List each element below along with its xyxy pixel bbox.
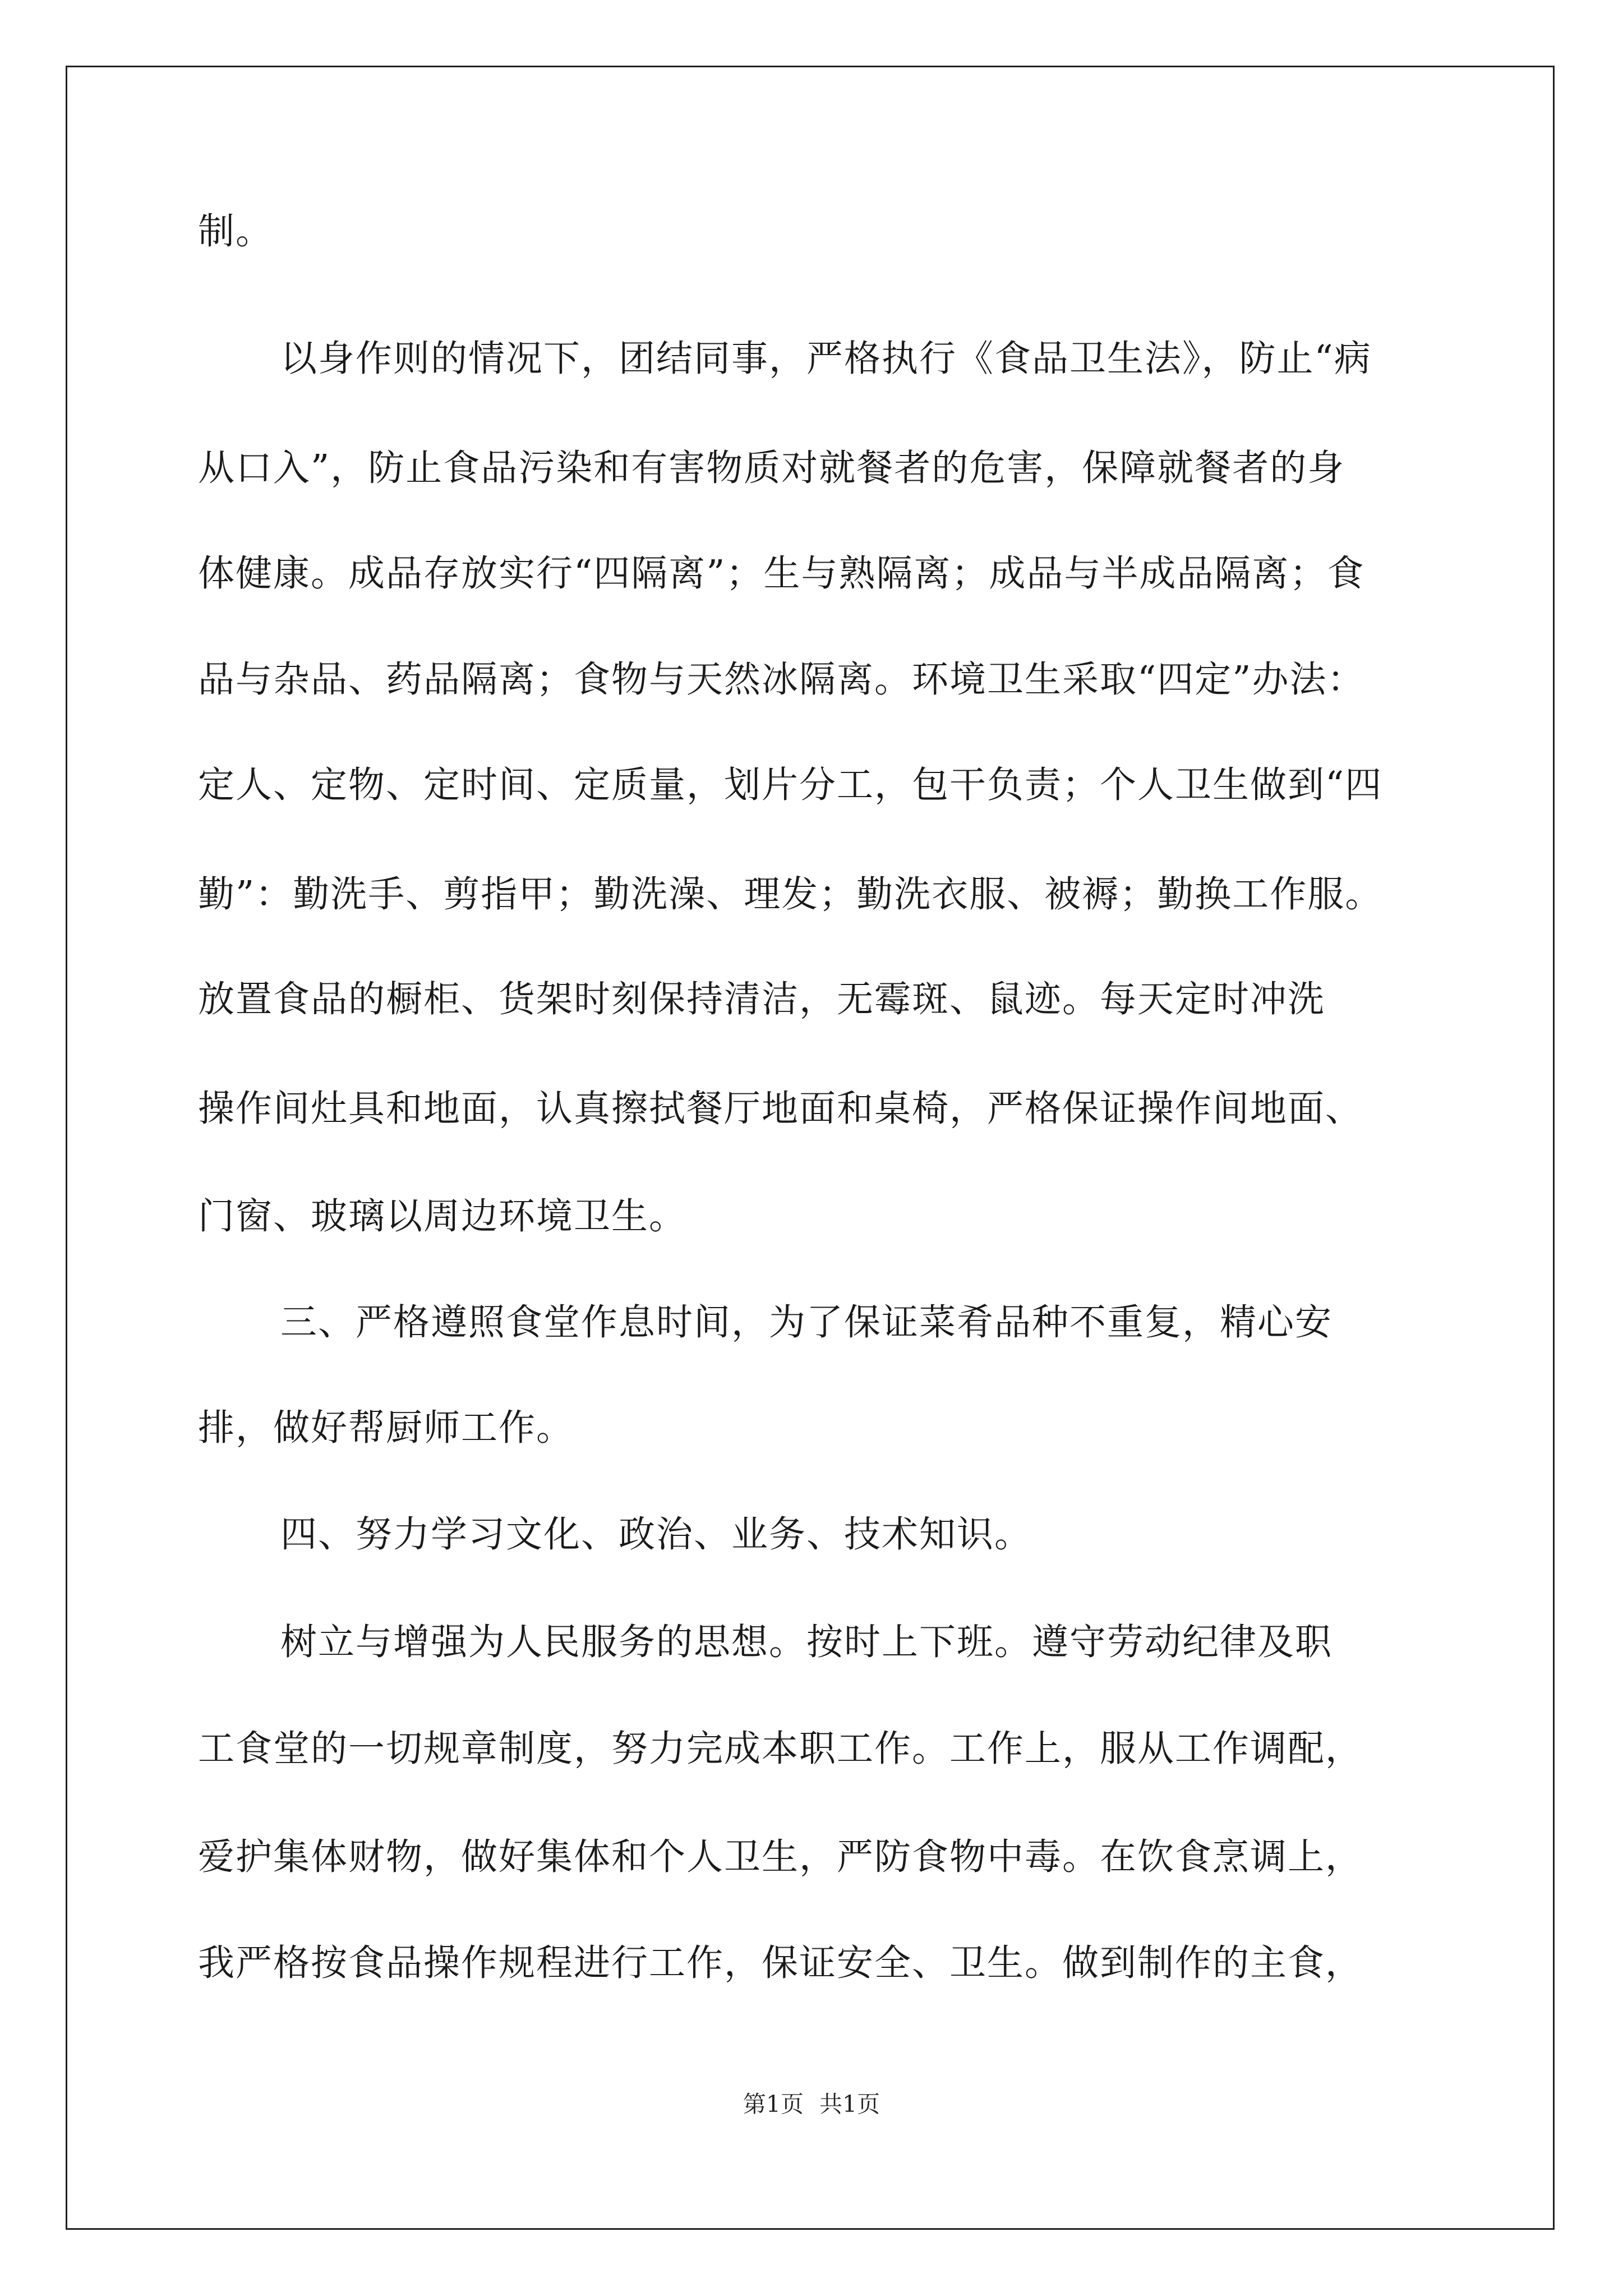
- text-line: 制。: [198, 210, 274, 252]
- text-line: 勤”：勤洗手、剪指甲；勤洗澡、理发；勤洗衣服、被褥；勤换工作服。: [198, 873, 1383, 915]
- text-line: 排，做好帮厨师工作。: [198, 1407, 574, 1449]
- text-line: 四、努力学习文化、政治、业务、技术知识。: [280, 1513, 1032, 1556]
- text-line: 爱护集体财物，做好集体和个人卫生，严防食物中毒。在饮食烹调上，: [198, 1836, 1363, 1878]
- page-total: 共1页: [819, 2091, 880, 2118]
- text-line: 门窗、玻璃以周边环境卫生。: [198, 1195, 687, 1237]
- text-line: 操作间灶具和地面，认真擦拭餐厅地面和桌椅，严格保证操作间地面、: [198, 1088, 1363, 1130]
- text-line: 品与杂品、药品隔离；食物与天然冰隔离。环境卫生采取“四定”办法：: [198, 659, 1365, 701]
- text-line: 树立与增强为人民服务的思想。按时上下班。遵守劳动纪律及职: [280, 1621, 1333, 1663]
- text-line: 放置食品的橱柜、货架时刻保持清洁，无霉斑、鼠迹。每天定时冲洗: [198, 978, 1326, 1020]
- text-line: 体健康。成品存放实行“四隔离”；生与熟隔离；成品与半成品隔离；食: [198, 553, 1365, 595]
- text-line: 从口入”，防止食品污染和有害物质对就餐者的危害，保障就餐者的身: [198, 447, 1345, 489]
- text-line: 我严格按食品操作规程进行工作，保证安全、卫生。做到制作的主食，: [198, 1942, 1363, 1984]
- text-line: 以身作则的情况下，团结同事，严格执行《食品卫生法》，防止“病: [280, 338, 1372, 380]
- text-line: 工食堂的一切规章制度，努力完成本职工作。工作上，服从工作调配，: [198, 1728, 1363, 1770]
- page-border: [66, 66, 1555, 2230]
- page-number: 第1页: [743, 2091, 804, 2118]
- page-footer: [0, 2090, 1623, 2118]
- text-line: 三、严格遵照食堂作息时间，为了保证菜肴品种不重复，精心安: [280, 1301, 1333, 1343]
- text-line: 定人、定物、定时间、定质量，划片分工，包干负责；个人卫生做到“四: [198, 764, 1383, 806]
